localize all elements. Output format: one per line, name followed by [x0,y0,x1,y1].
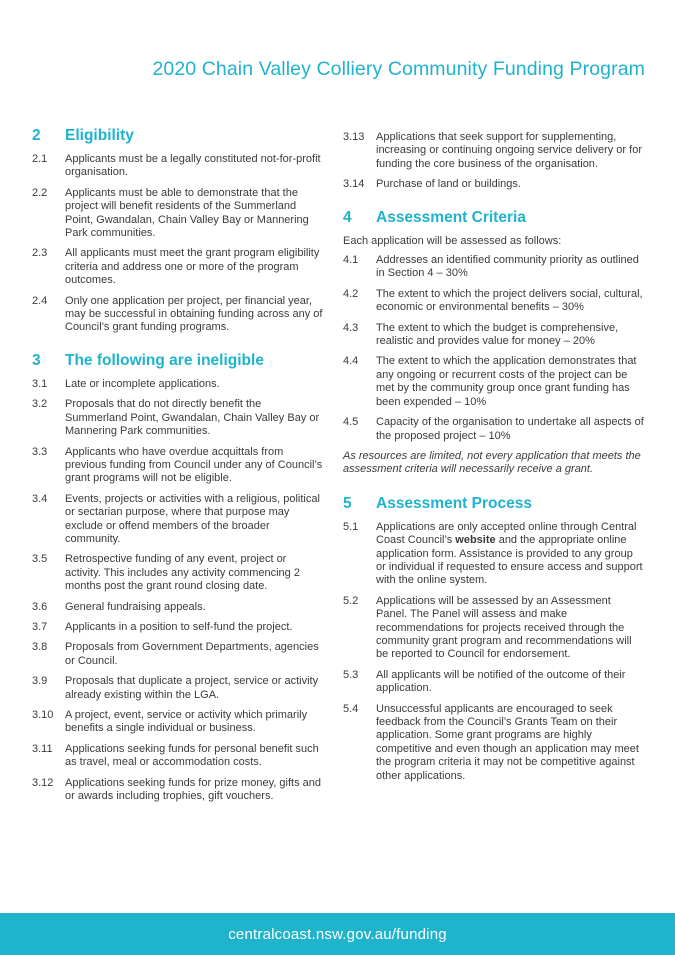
item-number: 2.4 [32,294,48,307]
list-item [32,601,324,614]
item-text: Applications will be assessed by an Assessment Panel. The Panel will assess and make recommendations for projects received through the community grant program and recommendations will be reported to Council for endorsement. [376,594,632,661]
section-assessment-process-heading [343,495,645,513]
list-item [343,288,645,315]
list-item [32,295,324,335]
item-text: Applicants in a position to self-fund the project. [65,620,293,633]
item-text: Retrospective funding of any event, project or activity. This includes any activity commencing 2 months post the grant round closing date. [65,553,300,593]
item-number: 3.2 [32,398,48,411]
item-number: 3.1 [32,377,48,390]
item-text: A project, event, service or activity which primarily benefits a single individual or business. [65,709,308,735]
list-item [343,322,645,349]
item-number: 3.3 [32,445,48,458]
item-number: 4.5 [343,416,359,429]
item-text: General fundraising appeals. [65,600,206,613]
list-item [32,446,324,486]
list-item [343,521,645,588]
list-item [32,378,324,391]
item-text: Applicants must be able to demonstrate that the project will benefit residents of the Summerland Point, Gwandalan, Chain Valley Bay or Mannering Park communities. [65,186,309,240]
item-text: Applications that seek support for supplementing, increasing or continuing ongoing service delivery or for funding the core business of the organisation. [376,131,642,170]
item-number: 3.10 [32,709,54,721]
list-item [32,777,324,804]
list-item [32,675,324,702]
item-text: Unsuccessful applicants are encouraged to seek feedback from the Council’s Grants Team on their application. Some grant programs are highly competitive and even though an application may meet the program criteria it may not be competitive against other applications. [376,702,639,782]
item-text: Events, projects or activities with a religious, political or sectarian purpose, where that purpose may exclude or offend members of the broader community. [65,492,320,545]
list-item [32,709,324,736]
item-number: 3.14 [343,178,365,191]
item-text: Capacity of the organisation to undertake all aspects of the proposed project – 10% [376,416,644,442]
list-item [32,187,324,241]
right-column [343,131,645,790]
list-item [32,743,324,770]
item-number: 3.12 [32,776,54,789]
item-number: 2.1 [32,153,48,165]
section-number: 2 [32,127,41,144]
item-number: 4.2 [343,287,359,300]
item-number: 3.9 [32,675,48,688]
list-item [343,669,645,696]
item-number: 4.3 [343,321,359,334]
item-number: 4.4 [343,355,359,368]
section-title: Assessment Process [376,494,532,512]
page-title: 2020 Chain Valley Colliery Community Funding Program [152,58,645,80]
item-text: All applicants must meet the grant program eligibility criteria and address one or more of the program outcomes. [65,247,320,287]
item-text: Addresses an identified community priority as outlined in Section 4 – 30% [376,254,639,280]
list-item [343,703,645,783]
item-text: Applications seeking funds for prize money, gifts and or awards including trophies, gift vouchers. [65,776,321,803]
section-title: Assessment Criteria [376,208,526,226]
list-item [32,493,324,547]
list-item [343,254,645,281]
item-text: Applications seeking funds for personal benefit such as travel, meal or accommodation costs. [65,742,319,769]
item-text: The extent to which the budget is comprehensive, realistic and provides value for money – 20% [376,321,619,348]
website-link[interactable]: website [455,534,496,547]
item-text: All applicants will be notified of the outcome of their application. [376,668,626,695]
list-item [343,416,645,443]
criteria-note: As resources are limited, not every application that meets the assessment criteria will necessarily receive a grant. [343,449,641,476]
item-text: The extent to which the project delivers social, cultural, economic or environmental benefits – 30% [376,287,643,314]
section-intro: Each application will be assessed as follows: [343,234,562,247]
item-number: 5.2 [343,594,359,607]
list-item [343,355,645,409]
list-item [32,641,324,668]
item-text: Applicants who have overdue acquittals from previous funding from Council under any of Council’s grant programs will not be eligible. [65,445,323,485]
item-text: Only one application per project, per financial year, may be successful in obtaining funding across any of Council’s grant funding programs. [65,294,323,334]
section-title: The following are ineligible [65,351,264,369]
item-text: The extent to which the application demonstrates that any ongoing or recurrent costs of the project can be met by the community group once grant funding has been expended – 10% [376,355,637,408]
item-number: 5.1 [343,520,359,533]
item-text: Late or incomplete applications. [65,377,220,390]
item-text: Proposals that duplicate a project, service or activity already existing within the LGA. [65,675,319,701]
list-item [32,621,324,634]
list-item [32,153,324,180]
section-number: 5 [343,494,352,512]
item-text [376,521,645,588]
section-ineligible-heading [32,352,324,370]
item-number: 3.5 [32,553,48,566]
item-text: Proposals that do not directly benefit the Summerland Point, Gwandalan, Chain Valley Bay or Mannering Park communities. [65,398,320,438]
section-title: Eligibility [65,127,134,144]
section-number: 4 [343,208,352,226]
item-number: 3.13 [343,131,365,143]
item-number: 5.4 [343,702,359,715]
item-number: 3.4 [32,492,48,505]
item-number: 2.2 [32,186,48,199]
item-text: Applicants must be a legally constituted not-for-profit organisation. [65,153,321,179]
list-item [32,553,324,593]
section-number: 3 [32,351,41,369]
item-number: 3.7 [32,620,48,633]
item-number: 3.11 [32,742,53,755]
footer-url[interactable]: centralcoast.nsw.gov.au/funding [228,925,447,943]
list-item [32,247,324,287]
item-number: 4.1 [343,254,359,267]
section-assessment-criteria-heading [343,209,645,227]
item-number: 2.3 [32,247,48,260]
item-text: Proposals from Government Departments, agencies or Council. [65,641,319,667]
list-item [32,398,324,438]
list-item [343,178,645,191]
item-number: 3.8 [32,641,48,654]
item-text-after: and the appropriate online application form. Assistance is provided to any group or individual if requested to ensure access and support with the online system. [376,534,643,587]
item-text-before: Applications are only accepted online through Central Coast Council’s [376,520,637,547]
left-column [32,127,324,810]
list-item [343,131,645,171]
item-text: Purchase of land or buildings. [376,178,521,191]
section-eligibility-heading [32,127,324,145]
item-number: 3.6 [32,600,48,613]
item-number: 5.3 [343,668,359,681]
footer-bar [0,913,675,955]
list-item [343,595,645,662]
